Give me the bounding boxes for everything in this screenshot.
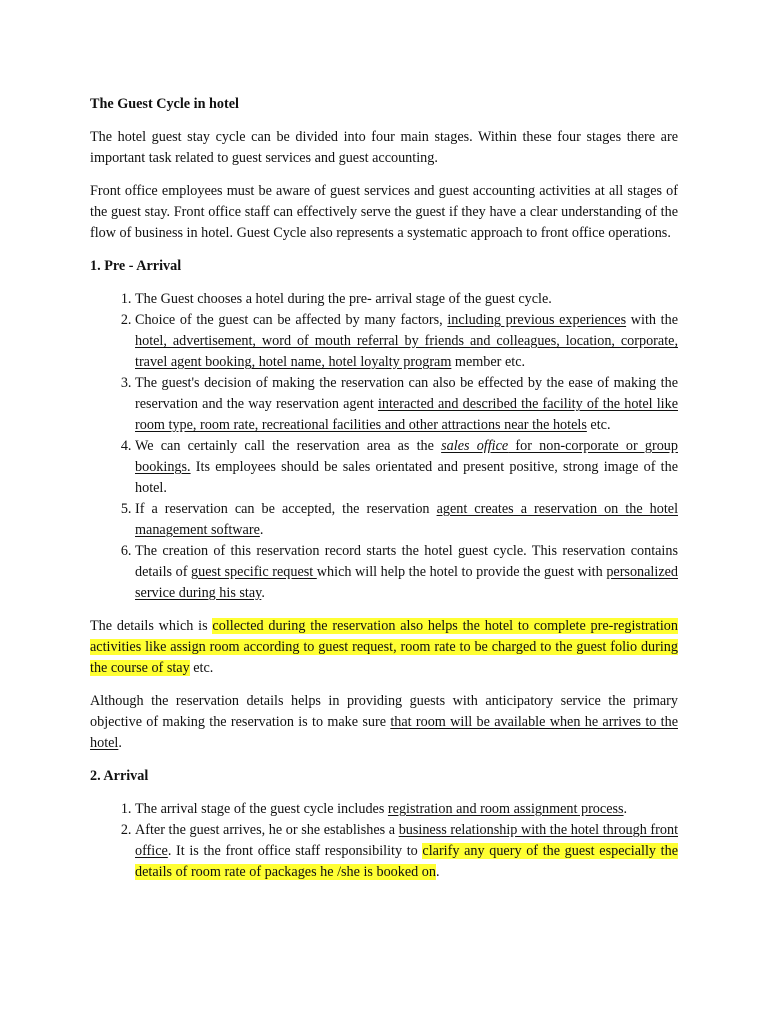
- list-item-text: Its employees should be sales orientated and present positive, strong image of the hotel.: [135, 459, 678, 496]
- list-item: [135, 289, 678, 310]
- list-item: [135, 436, 678, 499]
- arrival-list: [90, 799, 678, 883]
- document-page: [90, 94, 678, 895]
- paragraph-text: The details which is: [90, 618, 213, 634]
- list-item-text: .: [436, 864, 440, 880]
- list-item-text: The Guest chooses a hotel during the pre- arrival stage of the guest cycle.: [135, 291, 552, 307]
- intro-paragraph-2: Front office employees must be aware of guest services and guest accounting activities at all stages of the guest stay. Front office staff can effectively serve the guest if they have a clear understanding of the flow of business in hotel. Guest Cycle also represents a systematic approach to front office operations.: [90, 183, 678, 241]
- list-item: [135, 373, 678, 436]
- list-item-text: After the guest arrives, he or she establishes a: [135, 822, 399, 838]
- underlined-italic-text: sales office: [441, 438, 509, 454]
- underlined-text: for non-corporate or group bookings.: [135, 438, 678, 475]
- list-item-text: The guest's decision of making the reservation can also be effected by the ease of making the reservation and the way reservation agent: [135, 375, 678, 412]
- list-item: [135, 310, 678, 373]
- underlined-text: including previous experiences: [447, 312, 627, 328]
- list-item-text: We can certainly call the reservation area as the: [135, 438, 442, 454]
- list-item: [135, 820, 678, 883]
- underlined-text: interacted and described the facility of the hotel like room type, room rate, recreational facilities and other attractions near the hotels: [135, 396, 678, 433]
- list-item-text: Choice of the guest can be affected by many factors,: [135, 312, 448, 328]
- underlined-text: agent creates a reservation on the hotel management software: [135, 501, 679, 538]
- pre-registration-paragraph: [90, 616, 678, 679]
- list-item-text: with the: [626, 312, 678, 328]
- list-item: [135, 799, 678, 820]
- list-item-text: .: [261, 585, 265, 601]
- list-item-text: which will help the hotel to provide the guest with: [316, 564, 607, 580]
- list-item-text: If a reservation can be accepted, the reservation: [135, 501, 437, 517]
- underlined-text: personalized service during his stay: [135, 564, 679, 601]
- list-item-text: The creation of this reservation record starts the hotel guest cycle. This reservation contains details of: [135, 543, 678, 580]
- underlined-text: business relationship with the hotel through front office: [135, 822, 679, 859]
- paragraph-text: etc.: [189, 660, 214, 676]
- document-title: The Guest Cycle in hotel: [90, 96, 239, 112]
- paragraph-text: Although the reservation details helps in providing guests with anticipatory service the primary objective of making the reservation is to make sure: [90, 693, 678, 730]
- highlighted-text: collected during the reservation also helps the hotel to complete pre-registration activities like assign room according to guest request, room rate to be charged to the guest folio during the course of stay: [90, 618, 678, 676]
- list-item: [135, 541, 678, 604]
- pre-arrival-list: [90, 289, 678, 604]
- list-item-text: The arrival stage of the guest cycle includes: [135, 801, 388, 817]
- list-item-text: .: [259, 522, 264, 538]
- underlined-text: registration and room assignment process: [387, 801, 624, 817]
- underlined-text: guest specific request: [191, 564, 317, 580]
- underlined-text: that room will be available when he arrives to the hotel: [90, 714, 678, 751]
- list-item-text: etc.: [586, 417, 611, 433]
- highlighted-text: clarify any query of the guest especially the details of room rate of packages he /she is booked on: [135, 843, 679, 880]
- underlined-text: hotel, advertisement, word of mouth referral by friends and colleagues, location, corporate, travel agent booking, hotel name, hotel loyalty program: [135, 333, 678, 370]
- section-heading-arrival: 2. Arrival: [90, 768, 149, 784]
- intro-paragraph-1: The hotel guest stay cycle can be divided into four main stages. Within these four stages there are important task related to guest services and guest accounting.: [90, 129, 678, 166]
- list-item: [135, 499, 678, 541]
- list-item-text: . It is the front office staff responsibility to: [167, 843, 423, 859]
- list-item-text: .: [623, 801, 628, 817]
- section-heading-pre-arrival: 1. Pre - Arrival: [90, 258, 182, 274]
- reservation-objective-paragraph: [90, 691, 678, 754]
- paragraph-text: .: [118, 735, 122, 751]
- list-item-text: member etc.: [451, 354, 526, 370]
